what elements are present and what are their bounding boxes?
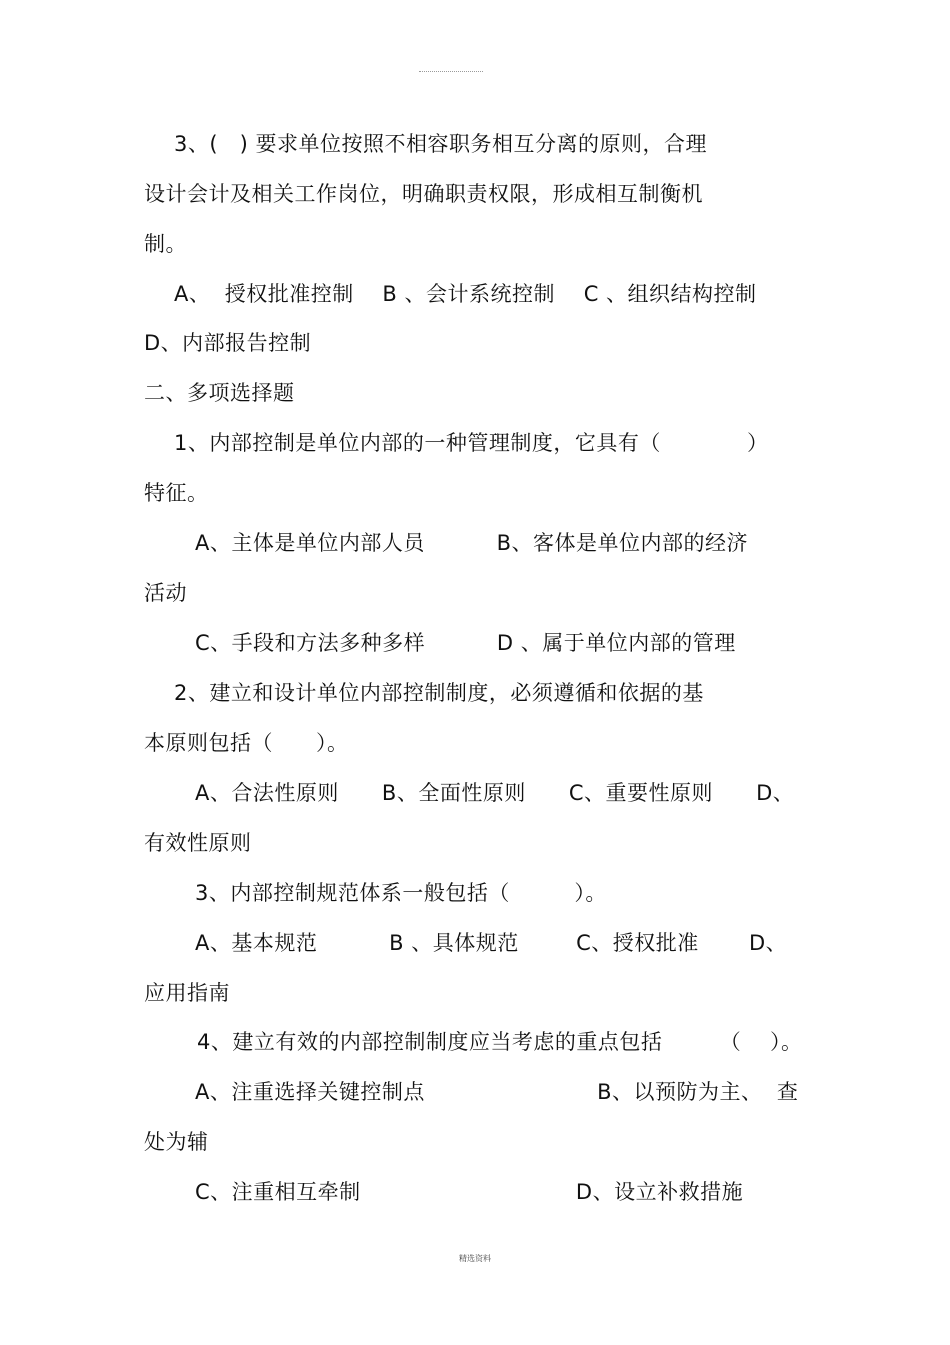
mq-1-stem-line-2: 特征。 — [144, 481, 209, 505]
mq-1-options-line-3: C、手段和方法多种多样 D 、属于单位内部的管理 — [195, 631, 736, 655]
mq-4-stem: 4、建立有效的内部控制制度应当考虑的重点包括 （ ）。 — [197, 1030, 803, 1054]
question-3-stem-line-1: 3、( ) 要求单位按照不相容职务相互分离的原则，合理 — [174, 132, 707, 156]
mq-2-options-line-2: 有效性原则 — [144, 831, 252, 855]
mq-2-stem-line-2: 本原则包括（ ）。 — [144, 731, 349, 755]
mq-3-options-line-1: A、基本规范 B 、具体规范 C、授权批准 D、 — [195, 931, 788, 955]
mq-3-options-line-2: 应用指南 — [144, 981, 230, 1005]
mq-2-stem-line-1: 2、建立和设计单位内部控制制度，必须遵循和依据的基 — [174, 681, 704, 705]
mq-4-options-line-2: 处为辅 — [144, 1130, 209, 1154]
mq-4-options-line-1: A、注重选择关键控制点 B、以预防为主、 查 — [195, 1080, 799, 1104]
mq-2-options-line-1: A、合法性原则 B、全面性原则 C、重要性原则 D、 — [195, 781, 795, 805]
question-3-options-line-2: D、内部报告控制 — [144, 331, 312, 355]
mq-1-stem-line-1: 1、内部控制是单位内部的一种管理制度，它具有（ ） — [174, 431, 769, 455]
mq-1-options-line-2: 活动 — [144, 581, 187, 605]
page-footer: 精选资料 — [459, 1254, 491, 1263]
header-rule — [419, 71, 483, 72]
question-3-stem-line-2: 设计会计及相关工作岗位，明确职责权限，形成相互制衡机 — [144, 182, 703, 206]
question-3-stem-line-3: 制。 — [144, 232, 187, 256]
section-heading: 二、多项选择题 — [144, 381, 295, 405]
question-3-options-line-1: A、 授权批准控制 B 、会计系统控制 C 、组织结构控制 — [174, 282, 757, 306]
mq-4-options-line-3: C、注重相互牵制 D、设立补救措施 — [195, 1180, 744, 1204]
mq-3-stem: 3、内部控制规范体系一般包括（ ）。 — [195, 881, 607, 905]
mq-1-options-line-1: A、主体是单位内部人员 B、客体是单位内部的经济 — [195, 531, 749, 555]
